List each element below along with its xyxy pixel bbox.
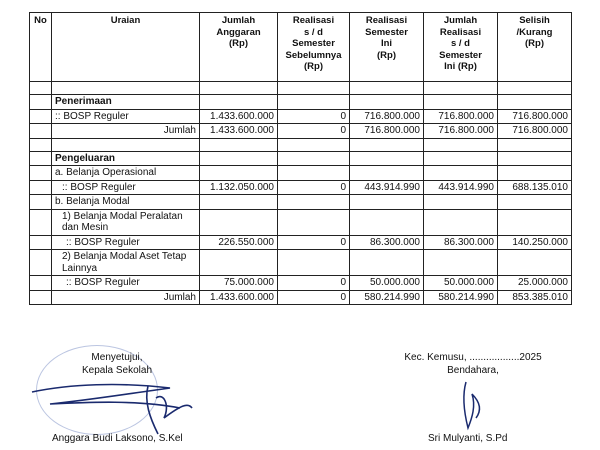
section-row — [30, 95, 572, 110]
approval-role: Kepala Sekolah — [81, 365, 153, 376]
report-table — [29, 12, 572, 305]
subsection-row — [30, 209, 572, 235]
cell-sebelumnya: 0 — [278, 124, 350, 139]
cell-semester-ini: 716.800.000 — [350, 109, 424, 124]
total-row — [30, 290, 572, 305]
total-row — [30, 124, 572, 139]
principal-signature — [30, 378, 205, 440]
principal-name: Anggara Budi Laksono, S.Kel — [52, 433, 183, 444]
cell-anggaran: 1.132.050.000 — [200, 180, 278, 195]
peralatan-label: 1) Belanja Modal Peralatan dan Mesin — [52, 209, 200, 235]
cell-selisih: 140.250.000 — [498, 235, 572, 250]
cell-selisih: 716.800.000 — [498, 124, 572, 139]
cell-semester-ini: 50.000.000 — [350, 276, 424, 291]
cell-jumlah: 716.800.000 — [424, 124, 498, 139]
cell-anggaran: 226.550.000 — [200, 235, 278, 250]
cell-anggaran: 75.000.000 — [200, 276, 278, 291]
cell-sebelumnya: 0 — [278, 109, 350, 124]
header-row — [30, 13, 572, 82]
modal-label: b. Belanja Modal — [52, 195, 200, 210]
penerimaan-title: Penerimaan — [52, 95, 200, 110]
cell-selisih: 853.385.010 — [498, 290, 572, 305]
cell-jumlah: 716.800.000 — [424, 109, 498, 124]
subsection-row — [30, 250, 572, 276]
cell-semester-ini: 443.914.990 — [350, 180, 424, 195]
cell-semester-ini: 580.214.990 — [350, 290, 424, 305]
cell-semester-ini: 716.800.000 — [350, 124, 424, 139]
subsection-row — [30, 166, 572, 181]
pengeluaran-title: Pengeluaran — [52, 151, 200, 166]
cell-sebelumnya: 0 — [278, 276, 350, 291]
approval-block — [52, 351, 182, 377]
cell-sebelumnya: 0 — [278, 180, 350, 195]
cell-sebelumnya: 0 — [278, 235, 350, 250]
row-label: :: BOSP Reguler — [52, 180, 200, 195]
cell-jumlah: 443.914.990 — [424, 180, 498, 195]
col-no-header: No — [30, 13, 52, 82]
treasurer-role: Bendahara, — [447, 365, 499, 376]
cell-jumlah: 86.300.000 — [424, 235, 498, 250]
table-row — [30, 235, 572, 250]
spacer-row — [30, 138, 572, 151]
table-row — [30, 276, 572, 291]
cell-semester-ini: 86.300.000 — [350, 235, 424, 250]
subsection-row — [30, 195, 572, 210]
cell-anggaran: 1.433.600.000 — [200, 124, 278, 139]
col-uraian-header: Uraian — [52, 13, 200, 82]
section-row — [30, 151, 572, 166]
cell-selisih: 688.135.010 — [498, 180, 572, 195]
cell-selisih: 25.000.000 — [498, 276, 572, 291]
cell-selisih: 716.800.000 — [498, 109, 572, 124]
treasurer-block — [393, 351, 553, 377]
cell-jumlah: 580.214.990 — [424, 290, 498, 305]
col-sebelumnya-header: Realisasi s / d Semester Sebelumnya (Rp) — [278, 13, 350, 82]
place-date: Kec. Kemusu, ..................2025 — [404, 352, 542, 363]
col-selisih-header: Selisih /Kurang (Rp) — [498, 13, 572, 82]
row-label: :: BOSP Reguler — [52, 276, 200, 291]
cell-anggaran: 1.433.600.000 — [200, 290, 278, 305]
row-label: :: BOSP Reguler — [52, 235, 200, 250]
row-label: :: BOSP Reguler — [52, 109, 200, 124]
spacer-row — [30, 82, 572, 95]
total-label: Jumlah — [52, 290, 200, 305]
treasurer-signature — [452, 378, 492, 434]
col-semester-ini-header: Realisasi Semester Ini (Rp) — [350, 13, 424, 82]
col-anggaran-header: Jumlah Anggaran (Rp) — [200, 13, 278, 82]
col-jumlah-realisasi-header: Jumlah Realisasi s / d Semester Ini (Rp) — [424, 13, 498, 82]
cell-jumlah: 50.000.000 — [424, 276, 498, 291]
total-label: Jumlah — [52, 124, 200, 139]
aset-label: 2) Belanja Modal Aset Tetap Lainnya — [52, 250, 200, 276]
treasurer-name: Sri Mulyanti, S.Pd — [428, 433, 508, 444]
approval-heading: Menyetujui, — [91, 352, 143, 363]
table-row — [30, 180, 572, 195]
operasional-label: a. Belanja Operasional — [52, 166, 200, 181]
cell-anggaran: 1.433.600.000 — [200, 109, 278, 124]
cell-sebelumnya: 0 — [278, 290, 350, 305]
table-row — [30, 109, 572, 124]
